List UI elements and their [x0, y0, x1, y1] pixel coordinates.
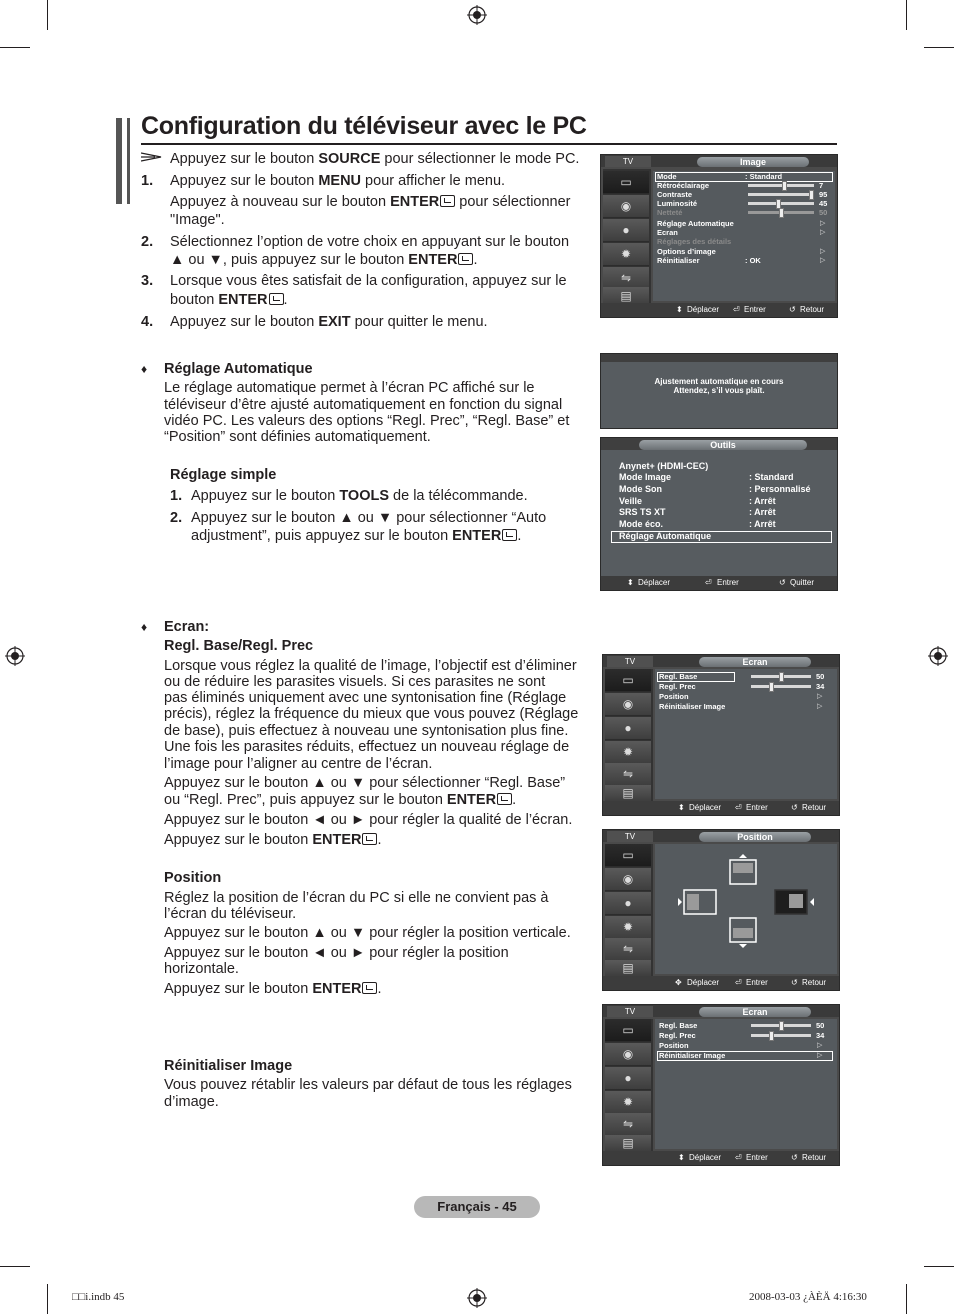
- osd-value: 50: [819, 208, 828, 217]
- osd-header: Outils: [639, 440, 807, 450]
- return-icon: ↺: [791, 1153, 798, 1162]
- picture-icon[interactable]: ▭: [605, 844, 651, 867]
- slider-knob: [779, 208, 784, 218]
- osd-row[interactable]: Regl. Prec: [659, 682, 696, 691]
- slider-knob: [809, 190, 814, 200]
- osd-row[interactable]: Position: [659, 692, 689, 701]
- step-number: 2.: [170, 510, 183, 526]
- input-icon[interactable]: ⇋: [605, 938, 651, 961]
- ecran-line: Appuyez sur le bouton ▲ ou ▼ pour sélectionner “Regl. Base”: [164, 775, 566, 791]
- position-heading: Position: [164, 870, 222, 886]
- osd-row[interactable]: Luminosité: [657, 199, 698, 208]
- arrow-right-icon: ▷: [817, 693, 823, 700]
- reset-heading: Réinitialiser Image: [164, 1058, 293, 1074]
- slug-left: □□i.indb 45: [72, 1291, 125, 1303]
- sound-icon[interactable]: ◉: [605, 1043, 651, 1066]
- arrow-right-icon: ▷: [820, 220, 826, 227]
- osd-value: : Arrêt: [749, 496, 776, 506]
- osd-image-menu: [600, 154, 838, 318]
- foot-move: Déplacer: [689, 1153, 722, 1162]
- osd-footer: [603, 1151, 839, 1165]
- slider-knob: [769, 1031, 774, 1041]
- position-line: Appuyez sur le bouton ◄ ou ► pour régler la position: [164, 945, 509, 961]
- application-icon[interactable]: ▤: [605, 1135, 651, 1152]
- osd-row[interactable]: Regl. Prec: [659, 1031, 696, 1040]
- arrow-right-icon: ▷: [817, 1052, 823, 1059]
- input-icon[interactable]: ⇋: [603, 267, 649, 290]
- osd-value: : Arrêt: [749, 507, 776, 517]
- move-icon: ⬍: [676, 305, 683, 314]
- title-underline: [141, 143, 837, 145]
- osd-value: 7: [819, 181, 824, 190]
- crop-mark: [0, 47, 30, 48]
- enter-icon: ⏎: [735, 1153, 742, 1162]
- foot-move: Déplacer: [638, 578, 671, 587]
- foot-enter: Entrer: [746, 1153, 768, 1162]
- foot-back: Retour: [802, 978, 827, 987]
- simple-step2-b: adjustment”, puis appuyez sur le bouton ENTER .: [191, 528, 522, 544]
- step2-line-a: Sélectionnez l’option de votre choix en appuyant sur le bouton: [170, 234, 570, 250]
- osd-row-selected[interactable]: Réglage Automatique: [619, 531, 712, 541]
- osd-footer: [601, 576, 837, 590]
- arrow-right-icon: ▷: [817, 703, 823, 710]
- osd-footer: [603, 976, 839, 990]
- osd-value: : Standard: [749, 472, 794, 482]
- bullet: ♦: [141, 362, 148, 376]
- osd-row[interactable]: Réinitialiser Image: [659, 702, 726, 711]
- osd-value: 45: [819, 199, 828, 208]
- setup-icon[interactable]: ✹: [605, 741, 651, 764]
- position-diagram[interactable]: [673, 854, 823, 950]
- crop-mark: [0, 1266, 30, 1267]
- slider-track[interactable]: [751, 685, 811, 688]
- ecran-line: précis), réglez la fréquence du mieux que vous pouvez (Réglage: [164, 706, 579, 722]
- ecran-line: Appuyez sur le bouton ENTER .: [164, 832, 382, 848]
- osd-row[interactable]: Réglages des détails: [657, 237, 732, 246]
- foot-quit: Quitter: [790, 578, 815, 587]
- ecran-line: Une fois les parasites réduits, effectuez un nouveau réglage de: [164, 739, 570, 755]
- osd-row[interactable]: Mode Image: [619, 472, 672, 482]
- osd-row[interactable]: Rétroéclairage: [657, 181, 710, 190]
- sound-icon[interactable]: ◉: [605, 693, 651, 716]
- ecran-line: ou “Regl. Prec”, puis appuyez sur le bouton ENTER .: [164, 792, 517, 808]
- auto-adjust-line1: Ajustement automatique en cours: [654, 377, 784, 386]
- osd-footer: [603, 801, 839, 815]
- step-number: 2.: [141, 234, 154, 250]
- slider-knob: [782, 181, 787, 191]
- channel-icon[interactable]: ●: [605, 1067, 651, 1090]
- osd-row[interactable]: Regl. Base: [659, 672, 698, 681]
- step3-line-b: bouton ENTER .: [170, 292, 288, 308]
- ecran-line: Appuyez sur le bouton ◄ ou ► pour régler la qualité de l’écran.: [164, 812, 573, 828]
- ecran-subheading: Regl. Base/Regl. Prec: [164, 638, 314, 654]
- osd-row[interactable]: Veille: [619, 496, 643, 506]
- position-line: l’écran du téléviseur.: [164, 906, 297, 922]
- slider-knob: [769, 682, 774, 692]
- foot-back: Retour: [800, 305, 825, 314]
- input-icon[interactable]: ⇋: [605, 1113, 651, 1136]
- enter-icon: ⏎: [733, 305, 740, 314]
- auto-heading: Réglage Automatique: [164, 361, 313, 377]
- arrow-right-icon: ▷: [820, 257, 826, 264]
- enter-icon: [362, 833, 377, 845]
- slider-knob: [779, 1021, 784, 1031]
- application-icon[interactable]: ▤: [603, 287, 649, 306]
- registration-mark-icon: [467, 1288, 487, 1308]
- osd-row[interactable]: Regl. Base: [659, 1021, 698, 1030]
- slug-right: 2008-03-03 ¿ÀÈÄ 4:16:30: [749, 1291, 867, 1303]
- osd-tools-menu: [600, 437, 838, 591]
- osd-row[interactable]: Mode éco.: [619, 519, 664, 529]
- enter-icon: [502, 529, 517, 541]
- return-icon: ↺: [789, 305, 796, 314]
- channel-icon[interactable]: ●: [605, 892, 651, 915]
- osd-footer: [601, 303, 837, 317]
- foot-enter: Entrer: [744, 305, 766, 314]
- step3-line-a: Lorsque vous êtes satisfait de la configuration, appuyez sur le: [170, 273, 567, 289]
- note-arrow-icon: [141, 152, 163, 162]
- foot-move: Déplacer: [687, 978, 720, 987]
- osd-value: : Personnalisé: [749, 484, 811, 494]
- input-icon[interactable]: ⇋: [605, 763, 651, 786]
- osd-row[interactable]: Anynet+ (HDMI-CEC): [619, 461, 709, 471]
- osd-tv-label: TV: [607, 656, 653, 667]
- arrow-right-icon: ▷: [820, 229, 826, 236]
- move-icon: ⬍: [678, 1153, 685, 1162]
- step2-line-b: ▲ ou ▼, puis appuyez sur le bouton ENTER .: [170, 252, 478, 268]
- osd-tv-label: TV: [607, 1006, 653, 1017]
- osd-row[interactable]: Mode: [657, 172, 677, 181]
- osd-row[interactable]: Position: [659, 1041, 689, 1050]
- page-number: Français - 45: [414, 1196, 540, 1218]
- channel-icon[interactable]: ●: [603, 219, 649, 242]
- osd-value: 95: [819, 190, 828, 199]
- ecran-line: ou de réduire les parasites visuels. Si ces parasites ne sont: [164, 674, 546, 690]
- foot-move: Déplacer: [687, 305, 720, 314]
- osd-row[interactable]: Contraste: [657, 190, 693, 199]
- ecran-line: l’image pour l’aligner au centre de l’écran.: [164, 756, 433, 772]
- registration-mark-icon: [5, 646, 25, 666]
- slider-track[interactable]: [748, 184, 814, 187]
- osd-tv-label: TV: [605, 156, 651, 167]
- picture-icon[interactable]: ▭: [603, 171, 649, 194]
- osd-row[interactable]: Ecran: [657, 228, 678, 237]
- crop-mark: [924, 1266, 954, 1267]
- registration-mark-icon: [928, 646, 948, 666]
- crop-mark: [924, 47, 954, 48]
- position-line: Réglez la position de l’écran du PC si elle ne convient pas à: [164, 890, 549, 906]
- title-accent-bar: [116, 118, 130, 204]
- foot-move: Déplacer: [689, 803, 722, 812]
- crop-mark: [906, 1284, 907, 1314]
- ecran-line: Lorsque vous réglez la qualité de l’image, l’objectif est d’éliminer: [164, 658, 577, 674]
- reset-line: d’image.: [164, 1094, 219, 1110]
- ecran-line: de base), puis effectuez à nouveau une syntonisation plus fine.: [164, 723, 569, 739]
- picture-icon[interactable]: ▭: [605, 1019, 651, 1042]
- foot-back: Retour: [802, 803, 827, 812]
- setup-icon[interactable]: ✹: [605, 1091, 651, 1114]
- step4-line: Appuyez sur le bouton EXIT pour quitter le menu.: [170, 314, 488, 330]
- auto-line: “Position” sont définies automatiquement.: [164, 429, 431, 445]
- osd-row[interactable]: Réinitialiser: [657, 256, 700, 265]
- osd-header: Ecran: [699, 1007, 811, 1017]
- auto-adjust-line2: Attendez, s’il vous plaît.: [673, 386, 765, 395]
- osd-screen-reset-menu: [602, 1004, 840, 1166]
- return-icon: ↺: [791, 803, 798, 812]
- osd-row[interactable]: Netteté: [657, 208, 683, 217]
- channel-icon[interactable]: ●: [605, 717, 651, 740]
- enter-icon: [362, 982, 377, 994]
- osd-position-menu: [602, 829, 840, 991]
- step1-line-a: Appuyez sur le bouton MENU pour afficher le menu.: [170, 173, 506, 189]
- crop-mark: [906, 0, 907, 30]
- arrow-right-icon: ▷: [820, 248, 826, 255]
- osd-value: 34: [816, 1031, 825, 1040]
- position-line: Appuyez sur le bouton ▲ ou ▼ pour régler la position verticale.: [164, 925, 571, 941]
- crop-mark: [47, 0, 48, 30]
- setup-icon[interactable]: ✹: [605, 916, 651, 939]
- step-number: 3.: [141, 273, 154, 289]
- enter-icon: [440, 195, 455, 207]
- enter-icon: ⏎: [735, 978, 742, 987]
- enter-icon: [458, 253, 473, 265]
- osd-tv-label: TV: [607, 831, 653, 842]
- position-line: Appuyez sur le bouton ENTER .: [164, 981, 382, 997]
- foot-back: Retour: [802, 1153, 827, 1162]
- enter-icon: ⏎: [705, 578, 712, 587]
- slider-track[interactable]: [751, 1034, 811, 1037]
- setup-icon[interactable]: ✹: [603, 243, 649, 266]
- enter-icon: [497, 793, 512, 805]
- auto-line: Le réglage automatique permet à l’écran PC affiché sur le: [164, 380, 535, 396]
- foot-enter: Entrer: [717, 578, 739, 587]
- foot-enter: Entrer: [746, 978, 768, 987]
- step-number: 1.: [141, 173, 154, 189]
- sound-icon[interactable]: ◉: [605, 868, 651, 891]
- move-icon: ⬍: [627, 578, 634, 587]
- slider-track[interactable]: [748, 193, 814, 196]
- sound-icon[interactable]: ◉: [603, 195, 649, 218]
- osd-header: Position: [699, 832, 811, 842]
- simple-step1: Appuyez sur le bouton TOOLS de la télécommande.: [191, 488, 528, 504]
- auto-line: vidéo PC. Les valeurs des options “Regl. Prec”, “Regl. Base” et: [164, 413, 570, 429]
- return-icon: ↺: [779, 578, 786, 587]
- position-line: horizontale.: [164, 961, 239, 977]
- ecran-line: pas éliminés uniquement avec une syntonisation fine (Réglage: [164, 690, 567, 706]
- simple-heading: Réglage simple: [170, 467, 277, 483]
- step1-line-b: Appuyez à nouveau sur le bouton ENTER pour sélectionner: [170, 194, 571, 210]
- move-icon: ✥: [675, 978, 682, 987]
- osd-value: : Arrêt: [749, 519, 776, 529]
- reset-line: Vous pouvez rétablir les valeurs par défaut de tous les réglages: [164, 1077, 572, 1093]
- slider-track[interactable]: [748, 202, 814, 205]
- slider-track[interactable]: [751, 1024, 811, 1027]
- osd-header: Ecran: [699, 657, 811, 667]
- simple-step2-a: Appuyez sur le bouton ▲ ou ▼ pour sélectionner “Auto: [191, 510, 547, 526]
- osd-value: : OK: [745, 256, 761, 265]
- registration-mark-icon: [467, 5, 487, 25]
- osd-row[interactable]: SRS TS XT: [619, 507, 666, 517]
- enter-icon: ⏎: [735, 803, 742, 812]
- osd-row[interactable]: Options d’image: [657, 247, 716, 256]
- osd-value: : Standard: [745, 172, 783, 181]
- foot-enter: Entrer: [746, 803, 768, 812]
- page-title: Configuration du téléviseur avec le PC: [141, 112, 587, 140]
- step-number: 4.: [141, 314, 154, 330]
- arrow-right-icon: ▷: [817, 1042, 823, 1049]
- osd-row[interactable]: Mode Son: [619, 484, 662, 494]
- bullet: ♦: [141, 620, 148, 634]
- step1-line-c: "Image".: [170, 212, 225, 228]
- slider-track[interactable]: [751, 675, 811, 678]
- osd-header: Image: [697, 157, 809, 167]
- osd-screen-menu: [602, 654, 840, 816]
- intro-source-line: Appuyez sur le bouton SOURCE pour sélectionner le mode PC.: [170, 151, 580, 167]
- step-number: 1.: [170, 488, 183, 504]
- ecran-heading: Ecran:: [164, 619, 210, 635]
- osd-value: 50: [816, 1021, 825, 1030]
- slider-knob: [779, 672, 784, 682]
- osd-value: 34: [816, 682, 825, 691]
- application-icon[interactable]: ▤: [605, 960, 651, 977]
- return-icon: ↺: [791, 978, 798, 987]
- osd-row[interactable]: Réglage Automatique: [657, 219, 734, 228]
- slider-track[interactable]: [748, 211, 814, 214]
- osd-auto-adjust: [600, 353, 838, 429]
- move-icon: ⬍: [678, 803, 685, 812]
- crop-mark: [47, 1284, 48, 1314]
- enter-icon: [269, 293, 284, 305]
- picture-icon[interactable]: ▭: [605, 669, 651, 692]
- osd-value: 50: [816, 672, 825, 681]
- osd-row-selected[interactable]: Réinitialiser Image: [659, 1051, 726, 1060]
- auto-line: téléviseur d’être ajusté automatiquement en fonction du signal: [164, 397, 563, 413]
- application-icon[interactable]: ▤: [605, 785, 651, 802]
